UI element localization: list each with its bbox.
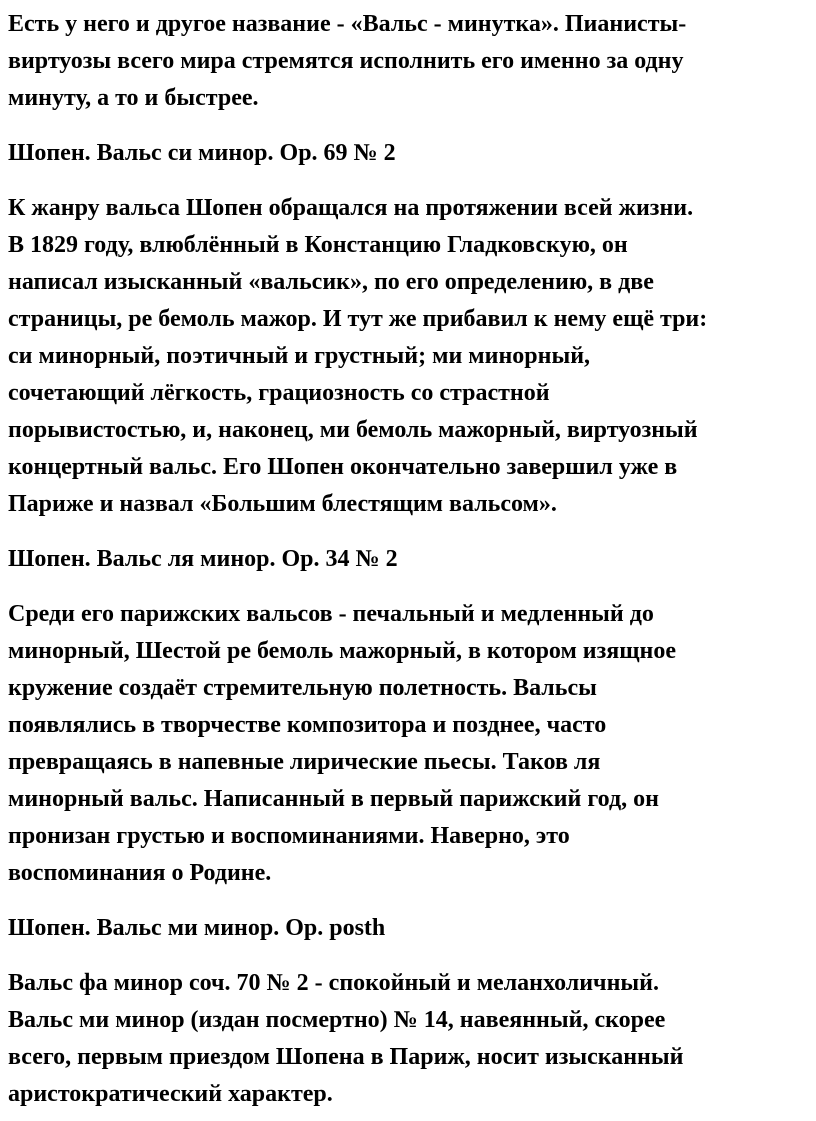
heading-waltz-e-minor: [8, 910, 808, 947]
text-line: Шопен. Вальс ми минор. Ор. posth: [8, 915, 386, 941]
text-line: воспоминания о Родине.: [8, 860, 272, 886]
text-line: минуту, а то и быстрее.: [8, 85, 259, 111]
text-line: сочетающий лёгкость, грациозность со страстной: [8, 380, 550, 406]
paragraph-waltz-minute: [8, 6, 808, 117]
text-line: В 1829 году, влюблённый в Констанцию Гладковскую, он: [8, 232, 628, 258]
text-line: минорный, Шестой ре бемоль мажорный, в котором изящное: [8, 638, 677, 664]
text-line: всего, первым приездом Шопена в Париж, носит изысканный: [8, 1044, 684, 1070]
text-line: Вальс ми минор (издан посмертно) № 14, навеянный, скорее: [8, 1007, 666, 1033]
text-line: си минорный, поэтичный и грустный; ми минорный,: [8, 343, 591, 369]
text-line: Шопен. Вальс ля минор. Ор. 34 № 2: [8, 546, 398, 572]
text-line: К жанру вальса Шопен обращался на протяжении всей жизни.: [8, 195, 694, 221]
text-line: Шопен. Вальс си минор. Ор. 69 № 2: [8, 140, 396, 166]
text-line: концертный вальс. Его Шопен окончательно завершил уже в: [8, 454, 678, 480]
heading-waltz-a-minor: [8, 541, 808, 578]
text-line: Есть у него и другое название - «Вальс - минутка». Пианисты-: [8, 11, 687, 37]
text-line: появлялись в творчестве композитора и позднее, часто: [8, 712, 607, 738]
text-line: виртуозы всего мира стремятся исполнить его именно за одну: [8, 48, 684, 74]
text-line: превращаясь в напевные лирические пьесы. Таков ля: [8, 749, 601, 775]
text-line: аристократический характер.: [8, 1081, 333, 1107]
text-line: Среди его парижских вальсов - печальный и медленный до: [8, 601, 654, 627]
text-line: страницы, ре бемоль мажор. И тут же прибавил к нему ещё три:: [8, 306, 708, 332]
text-line: Вальс фа минор соч. 70 № 2 - спокойный и меланхоличный.: [8, 970, 659, 996]
paragraph-paris-waltzes: [8, 596, 808, 892]
text-line: Париже и назвал «Большим блестящим вальсом».: [8, 491, 557, 517]
text-line: минорный вальс. Написанный в первый парижский год, он: [8, 786, 659, 812]
paragraph-waltz-genre: [8, 190, 808, 523]
text-line: пронизан грустью и воспоминаниями. Наверно, это: [8, 823, 570, 849]
paragraph-waltz-f-minor: [8, 965, 808, 1113]
text-line: написал изысканный «вальсик», по его определению, в две: [8, 269, 654, 295]
text-line: порывистостью, и, наконец, ми бемоль мажорный, виртуозный: [8, 417, 698, 443]
text-line: кружение создаёт стремительную полетность. Вальсы: [8, 675, 597, 701]
heading-waltz-b-minor: [8, 135, 808, 172]
